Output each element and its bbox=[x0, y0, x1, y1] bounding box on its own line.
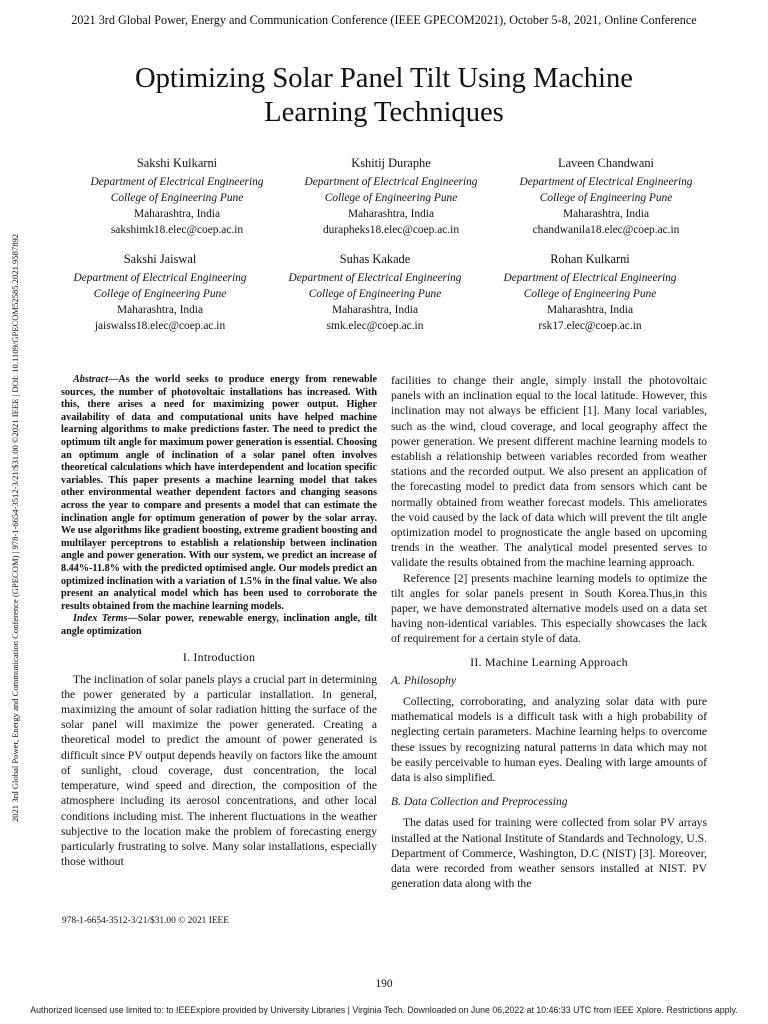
author-college: College of Engineering Pune bbox=[523, 288, 657, 300]
author-college: College of Engineering Pune bbox=[308, 288, 442, 300]
abstract-text: —As the world seeks to produce energy from renewable sources, the number of photovoltaic installations has increased. With this, there arises a need for maximizing power output. Higher availability of data and computational units have helped machine learning algorithms to make predictions faster. The need to predict the optimum tilt angle for maximum power generation is essential. Choosing an optimum angle of inclination of a solar panel often involves theoretical calculations which have interdependent and location specific variables. This paper presents a machine learning model that takes other environmental weather dependent factors and changing seasons across the year to compare and presents a model that can estimate the inclination angle for optimum generation of power by the solar array. We use algorithms like gradient boosting, extreme gradient boosting and multilayer perceptrons to establish a relationship between inclination angle and power generation. With our system, we predict an increase of 8.44%-11.8% with the predicted optimised angle. Our models predict an optimized inclination with a variation of 1.5% in the final value. We also present an analytical model which has been used to corroborate the results obtained from the machine learning models. bbox=[61, 374, 377, 612]
philosophy-paragraph: Collecting, corroborating, and analyzing solar data with pure mathematical models is a difficult task with a high probability of neglecting certain parameters. Machine learning helps to overcome these issues by recognizing natural patterns in data which may not be easily perceivable to human eyes. Dealing with large amounts of data is also simplified. bbox=[391, 695, 707, 785]
author-email: jaiswalss18.elec@coep.ac.in bbox=[94, 320, 226, 332]
author-department: Department of Electrical Engineering bbox=[90, 176, 264, 188]
data-collection-paragraph: The datas used for training were collected from solar PV arrays installed at the National Institute of Standards and Technology, U.S. Department of Commerce, Washington, D.C (NIST) [3]. Moreover, data were recorded from weather sensors installed at NIST. PV generation data along with the bbox=[391, 816, 707, 891]
author-location: Maharashtra, India bbox=[133, 208, 221, 220]
author-department: Department of Electrical Engineering bbox=[73, 272, 247, 284]
author-name: Sakshi Jaiswal bbox=[123, 252, 197, 266]
paper-title bbox=[60, 62, 708, 130]
author-name: Suhas Kakade bbox=[339, 252, 411, 266]
index-terms bbox=[61, 613, 377, 638]
isbn-copyright: 978-1-6654-3512-3/21/$31.00 © 2021 IEEE bbox=[62, 916, 229, 926]
paper-title-line-2: Learning Techniques bbox=[264, 97, 504, 128]
right-paragraph-1: facilities to change their angle, simply install the photovoltaic panels with an inclination equal to the local latitude. However, this inclination may not always be efficient [1]. Many local variables, such as the wind, cloud coverage, and local geography affect the power generation. We present different machine learning models to establish a relationship between variables recorded from weather stations and the recorded output. We also present an application of the forecasting model to predict data from sensors which cant be normally obtained from weather forecast models. This ameliorates the void caused by the lack of data which will prevent the tilt angle optimization model to prognosticate the angle based on upcoming trends in the weather. The analytical model presented serves to validate the results obtained from the machine learning approach. bbox=[391, 374, 707, 570]
left-column bbox=[61, 374, 377, 869]
subsection-heading-data-collection: B. Data Collection and Preprocessing bbox=[391, 795, 568, 809]
author-name: Rohan Kulkarni bbox=[550, 252, 630, 266]
author-college: College of Engineering Pune bbox=[93, 288, 227, 300]
author-college: College of Engineering Pune bbox=[539, 192, 673, 204]
section-heading-ml-approach: II. Machine Learning Approach bbox=[470, 654, 628, 669]
author-block bbox=[57, 155, 297, 238]
right-column bbox=[391, 373, 707, 892]
license-notice: Authorized licensed use limited to: to IEEExplore provided by University Libraries | Virginia Tech. Downloaded on June 06,2022 at 10:46:33 UTC from IEEE Xplore. Restrictions apply. bbox=[30, 1005, 738, 1015]
author-location: Maharashtra, India bbox=[116, 304, 204, 316]
doi-sidebar bbox=[10, 158, 24, 898]
author-department: Department of Electrical Engineering bbox=[503, 272, 677, 284]
author-location: Maharashtra, India bbox=[331, 304, 419, 316]
author-location: Maharashtra, India bbox=[562, 208, 650, 220]
index-terms-text: —Solar power, renewable energy, inclination angle, tilt angle optimization bbox=[61, 613, 377, 637]
author-block bbox=[271, 155, 511, 238]
author-location: Maharashtra, India bbox=[546, 304, 634, 316]
author-email: sakshimk18.elec@coep.ac.in bbox=[110, 224, 244, 236]
subsection-heading-philosophy: A. Philosophy bbox=[391, 673, 457, 687]
author-email: smk.elec@coep.ac.in bbox=[326, 320, 424, 332]
author-name: Laveen Chandwani bbox=[558, 156, 654, 170]
author-location: Maharashtra, India bbox=[347, 208, 435, 220]
author-email: rsk17.elec@coep.ac.in bbox=[538, 320, 642, 332]
author-department: Department of Electrical Engineering bbox=[304, 176, 478, 188]
author-block bbox=[470, 251, 710, 334]
section-heading-introduction: I. Introduction bbox=[182, 650, 256, 665]
author-college: College of Engineering Pune bbox=[324, 192, 458, 204]
author-college: College of Engineering Pune bbox=[110, 192, 244, 204]
index-terms-label: Index Terms bbox=[73, 613, 128, 625]
author-department: Department of Electrical Engineering bbox=[519, 176, 693, 188]
doi-sidebar-text: 2021 3rd Global Power, Energy and Communication Conference (GPECOM) | 978-1-6654-3512-3/21/$31.00 ©2021 IEEE | DOI: 10.1109/GPECOM52585.2021.9587892 bbox=[10, 233, 20, 823]
paper-title-line-1: Optimizing Solar Panel Tilt Using Machine bbox=[134, 63, 633, 94]
author-name: Kshitij Duraphe bbox=[351, 156, 431, 170]
author-email: durapheks18.elec@coep.ac.in bbox=[322, 224, 460, 236]
right-paragraph-2: Reference [2] presents machine learning models to optimize the tilt angles for solar panels present in South Korea.Thus,in this paper, we have demonstrated alternative models used on a data set having non-identical variables. This especially showcases the lack of requirement for a certain style of data. bbox=[391, 571, 707, 646]
page-number: 190 bbox=[375, 978, 393, 990]
author-email: chandwanila18.elec@coep.ac.in bbox=[532, 224, 680, 236]
author-department: Department of Electrical Engineering bbox=[288, 272, 462, 284]
intro-paragraph: The inclination of solar panels plays a crucial part in determining the power generated by a particular installation. In general, maximizing the amount of solar radiation hitting the surface of the solar panel will maximize the power generated. Creating a theoretical model to predict the amount of power generated is difficult since PV output depends heavily on factors like the amount of sunlight, cloud coverage, dust concentration, the local temperature, wind speed and direction, the composition of the atmosphere including its aerosol concentrations, and other local conditions including mist. The inherent fluctuations in the weather subjective to the location make the problem of forecasting energy particularly frustrating to solve. Many solar installations, especially those without bbox=[61, 672, 377, 869]
abstract bbox=[61, 374, 377, 613]
author-block bbox=[40, 251, 280, 334]
conference-header: 2021 3rd Global Power, Energy and Communication Conference (IEEE GPECOM2021), October 5-8, 2021, Online Conference bbox=[71, 13, 697, 27]
author-block bbox=[255, 251, 495, 334]
author-block bbox=[486, 155, 726, 238]
abstract-label: Abstract bbox=[73, 374, 109, 385]
author-name: Sakshi Kulkarni bbox=[136, 156, 218, 170]
